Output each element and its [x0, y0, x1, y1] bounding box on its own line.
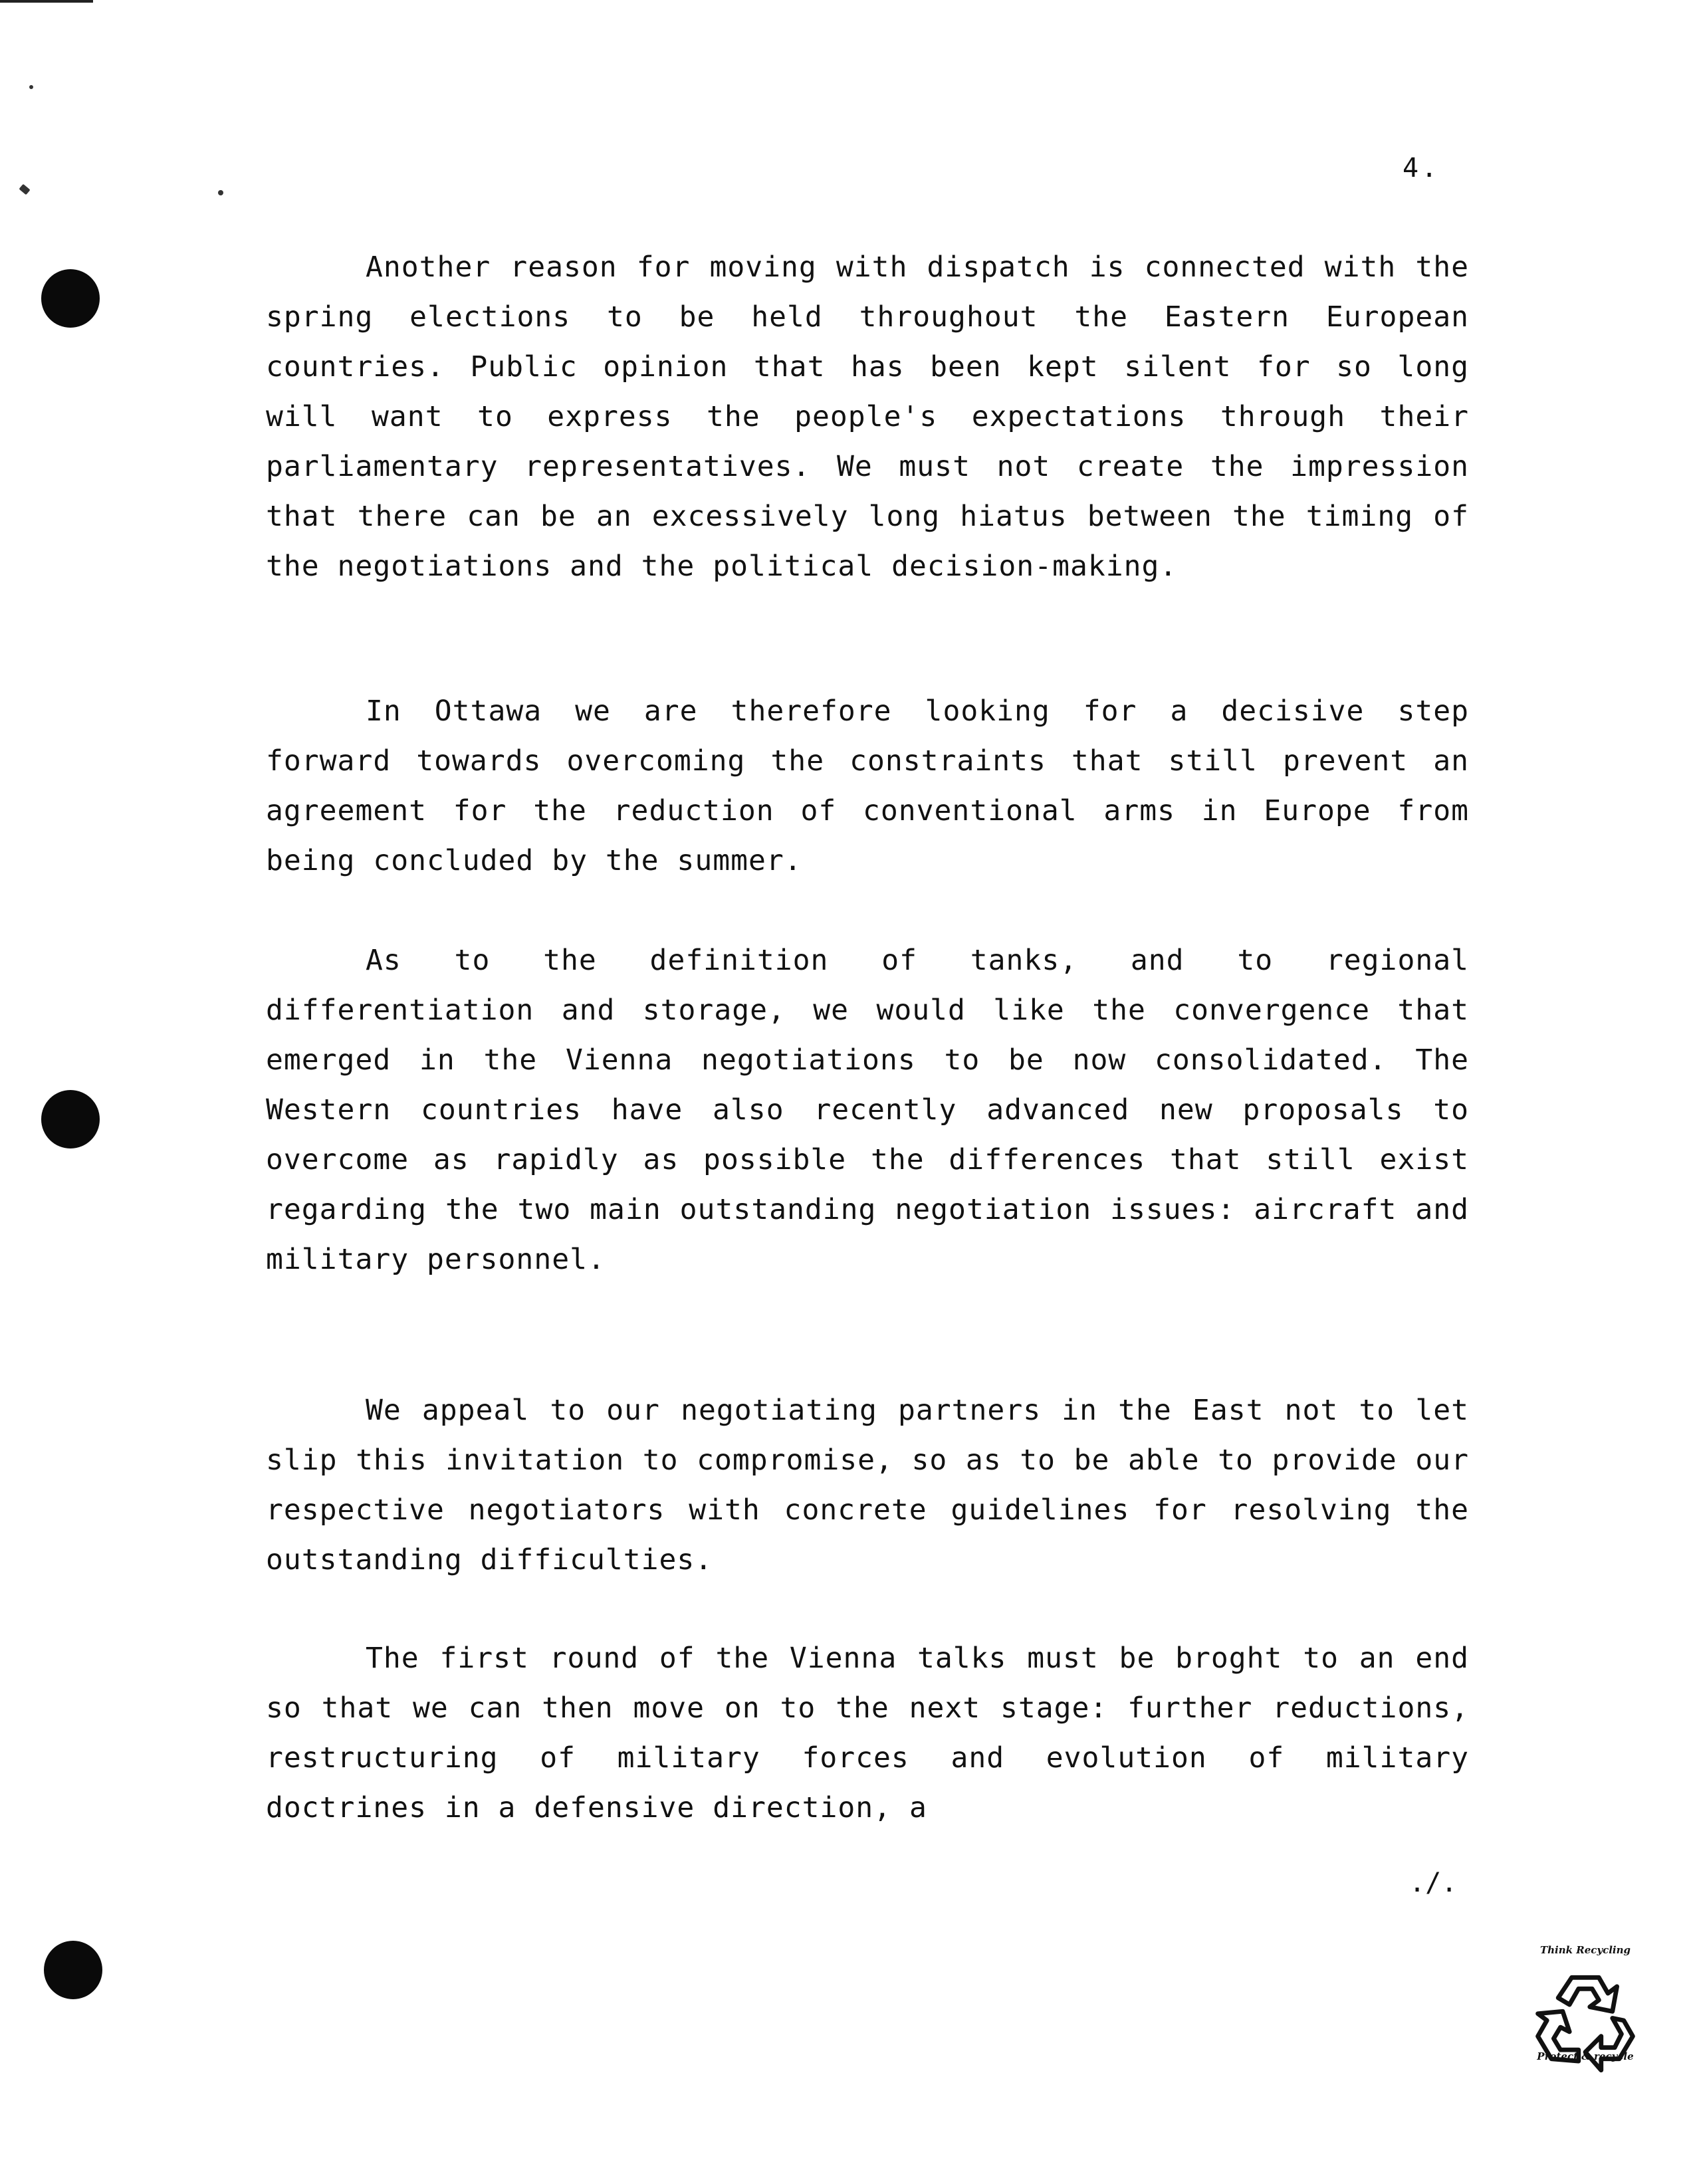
logo-bottom-text: Protect & recycle	[1537, 2050, 1634, 2062]
paragraph-vienna-round: The first round of the Vienna talks must be broght to an end so that we can then move on to the next stage: further reductions, restructuring of military forces and evolution of military doctrines in a defensive direction, a	[266, 1642, 1469, 1824]
paragraph-dispatch: Another reason for moving with dispatch is connected with the spring elections to be held throughout the Eastern European countries. Public opinion that has been kept silent for so long will want to express the people's expectations through their parliamentary representatives. We must not create the impression that there can be an excessively long hiatus between the timing of the negotiations and the political decision-making.	[266, 251, 1469, 583]
scan-speck	[218, 190, 223, 195]
logo-top-text: Think Recycling	[1539, 1944, 1631, 1956]
paragraph-ottawa: In Ottawa we are therefore looking for a decisive step forward towards overcoming the constraints that still prevent an agreement for the reduction of conventional arms in Europe from being concluded by the summer.	[266, 695, 1469, 877]
page-number: 4.	[1403, 153, 1440, 183]
paragraph-appeal: We appeal to our negotiating partners in the East not to let slip this invitation to compromise, so as to be able to provide our respective negotiators with concrete guidelines for resolving the outstanding difficulties.	[266, 1394, 1469, 1577]
scan-edge-line	[0, 0, 93, 3]
punch-hole-middle	[41, 1090, 100, 1148]
punch-hole-bottom	[44, 1941, 102, 1999]
recycle-logo	[1529, 1944, 1642, 2067]
punch-hole-top	[41, 269, 100, 328]
continuation-mark: ./.	[1409, 1868, 1458, 1898]
scan-speck	[29, 85, 33, 89]
scan-speck	[19, 184, 30, 195]
paragraph-tanks: As to the definition of tanks, and to regional differentiation and storage, we would like the convergence that emerged in the Vienna negotiations to be now consolidated. The Western countries have also recently advanced new proposals to overcome as rapidly as possible the differences that still exist regarding the two main outstanding negotiation issues: aircraft and military personnel.	[266, 944, 1469, 1276]
